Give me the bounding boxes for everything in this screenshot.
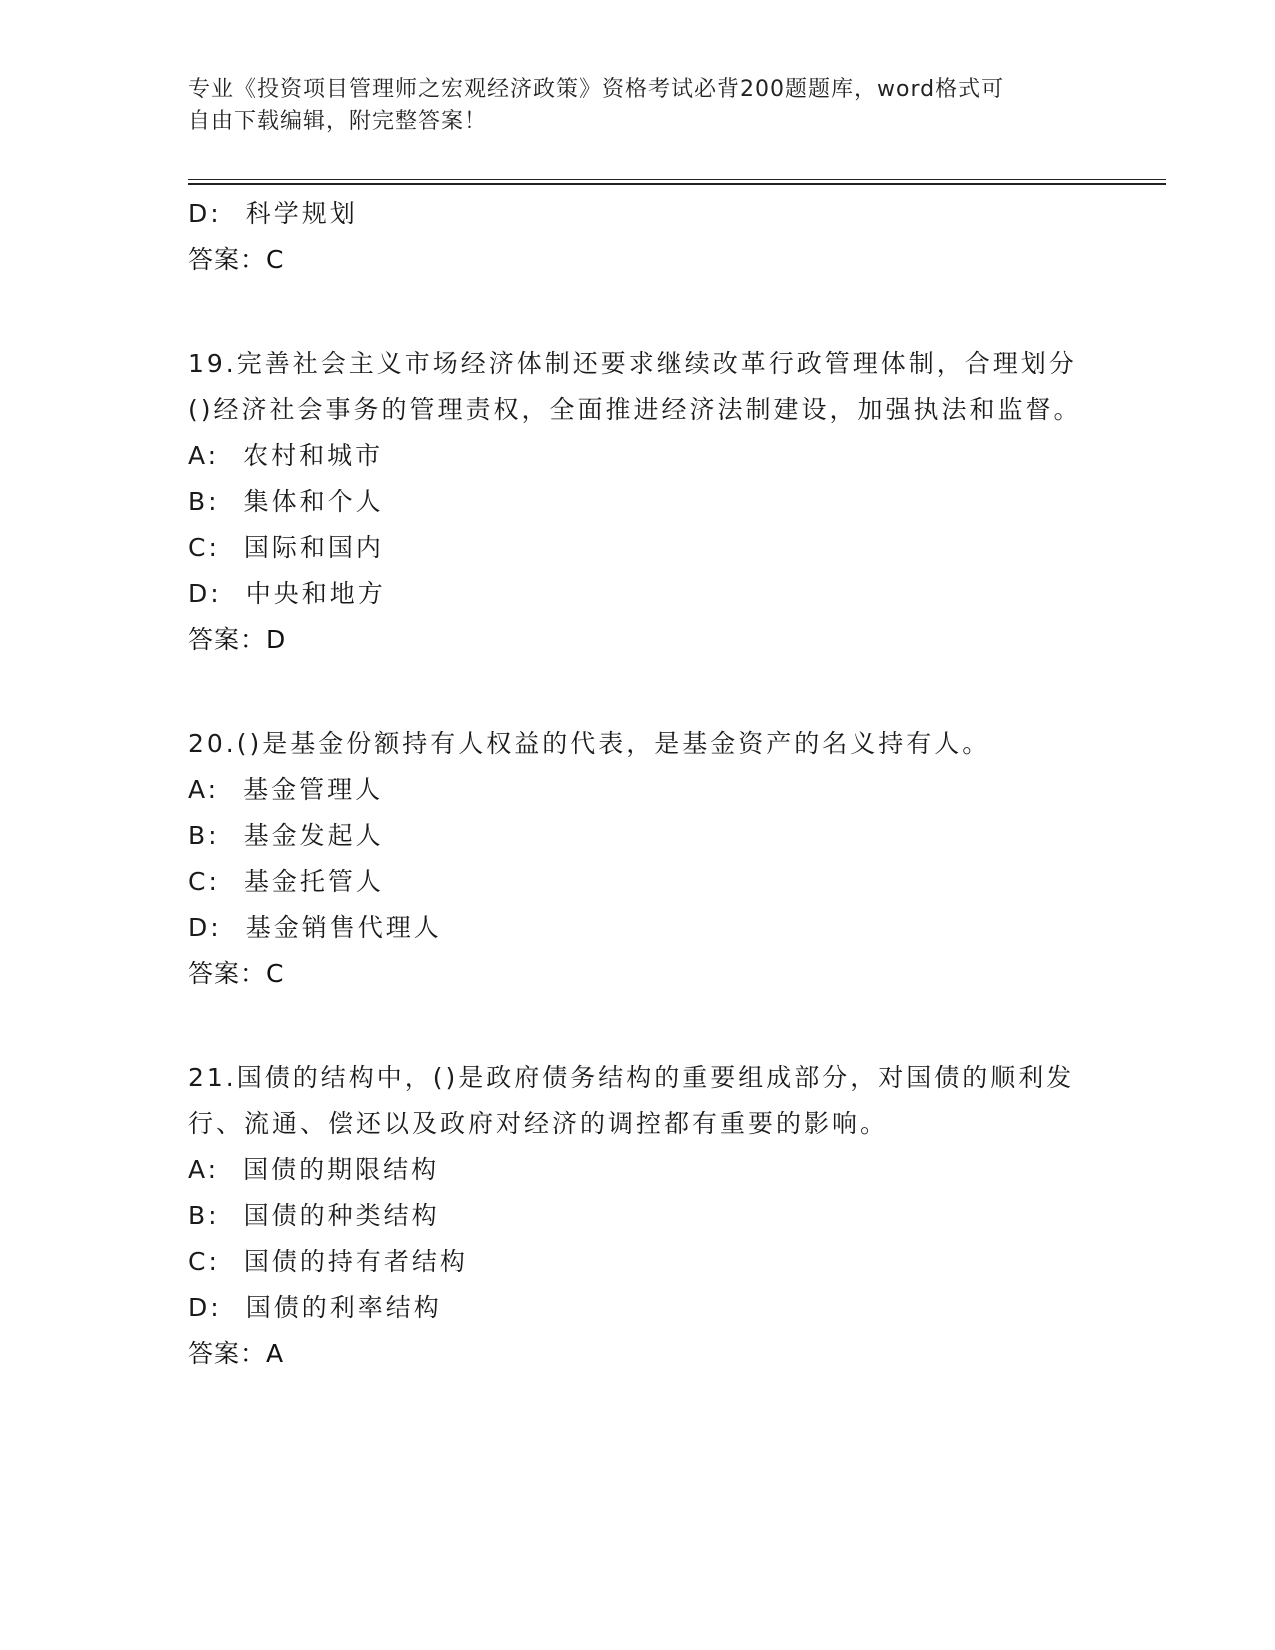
option-key: C: (188, 533, 220, 562)
answer: 答案：D (188, 625, 287, 654)
option-text: 国际和国内 (243, 533, 384, 562)
option-key: D: (188, 199, 222, 228)
option-key: D: (188, 1293, 222, 1322)
option-key: B: (188, 821, 220, 850)
option-text: 国债的利率结构 (245, 1293, 442, 1322)
option-a (188, 1147, 1088, 1193)
option-text: 国债的持有者结构 (243, 1247, 468, 1276)
option-text: 基金托管人 (243, 867, 384, 896)
option-text: 基金管理人 (243, 775, 384, 804)
option-d (188, 571, 1088, 617)
option-c (188, 859, 1088, 905)
option-key: D: (188, 579, 222, 608)
option-key: A: (188, 441, 220, 470)
option-text: 国债的种类结构 (243, 1201, 440, 1230)
option-key: B: (188, 487, 220, 516)
option-key: C: (188, 1247, 220, 1276)
option-key: A: (188, 775, 220, 804)
option-b (188, 1193, 1088, 1239)
answer: 答案：A (188, 1339, 285, 1368)
option-text: 集体和个人 (243, 487, 384, 516)
option-text: 基金发起人 (243, 821, 384, 850)
header-divider-thin (188, 179, 1166, 180)
question-21 (188, 1055, 1088, 1377)
option-a (188, 767, 1088, 813)
option-c (188, 525, 1088, 571)
option-d (188, 1285, 1088, 1331)
header-line-1: 专业《投资项目管理师之宏观经济政策》资格考试必背200题题库，word格式可 (188, 77, 1005, 102)
question-20 (188, 721, 1088, 997)
option-text: 国债的期限结构 (243, 1155, 440, 1184)
option-key: B: (188, 1201, 220, 1230)
header-line-2: 自由下载编辑，附完整答案！ (188, 109, 488, 134)
option-key: C: (188, 867, 220, 896)
option-text: 农村和城市 (243, 441, 384, 470)
page-header (188, 74, 1068, 138)
answer: 答案：C (188, 959, 285, 988)
carryover-option (188, 191, 1088, 237)
option-b (188, 813, 1088, 859)
question-19 (188, 341, 1088, 663)
option-b (188, 479, 1088, 525)
header-divider-thick (188, 183, 1166, 185)
option-text: 基金销售代理人 (245, 913, 442, 942)
question-stem: 21.国债的结构中，()是政府债务结构的重要组成部分，对国债的顺利发行、流通、偿还以及政府对经济的调控都有重要的影响。 (188, 1063, 1075, 1138)
option-key: D: (188, 913, 222, 942)
question-stem: 20.()是基金份额持有人权益的代表，是基金资产的名义持有人。 (188, 729, 991, 758)
question-content (188, 191, 1088, 1377)
option-d (188, 905, 1088, 951)
option-text: 中央和地方 (245, 579, 386, 608)
option-text: 科学规划 (245, 199, 358, 228)
option-c (188, 1239, 1088, 1285)
carryover-answer: 答案：C (188, 245, 285, 274)
option-a (188, 433, 1088, 479)
question-stem: 19.完善社会主义市场经济体制还要求继续改革行政管理体制，合理划分()经济社会事务的管理责权，全面推进经济法制建设，加强执法和监督。 (188, 349, 1082, 424)
option-key: A: (188, 1155, 220, 1184)
